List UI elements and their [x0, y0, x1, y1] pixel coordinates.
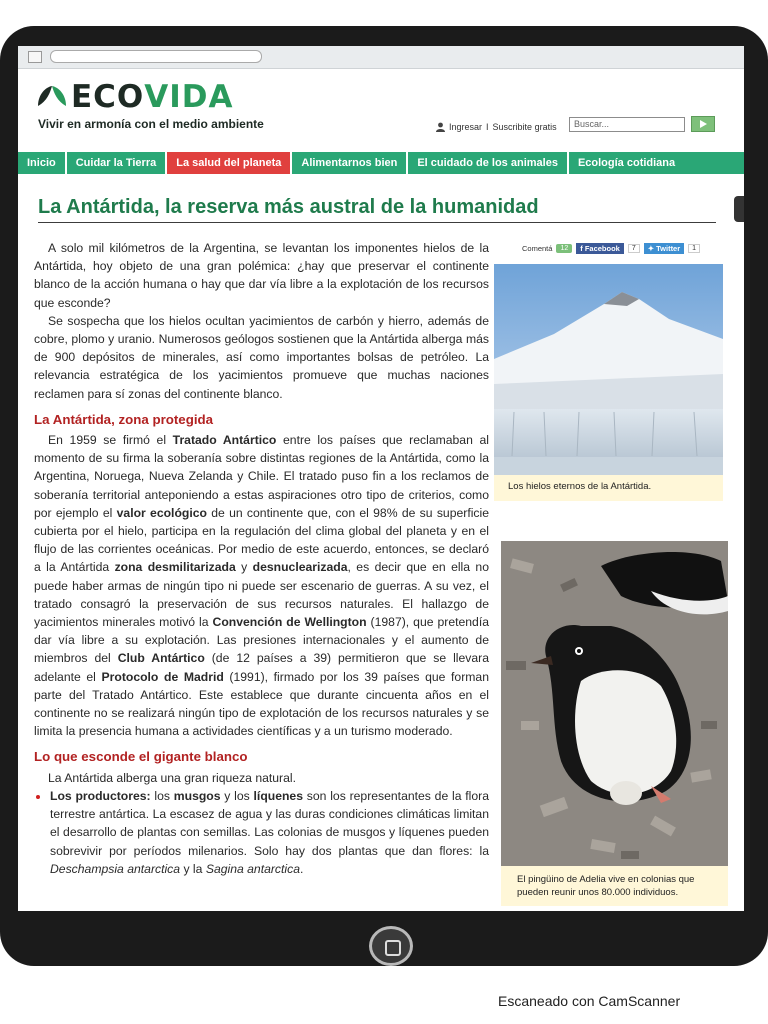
window-icon[interactable] [28, 51, 42, 63]
twitter-bird-icon: ✦ [647, 244, 657, 253]
link-separator: I [486, 122, 489, 132]
scrollbar-handle[interactable] [734, 196, 744, 222]
search-input[interactable]: Buscar... [569, 117, 685, 132]
paragraph: A solo mil kilómetros de la Argentina, se levantan los imponentes hielos de la Antártida, hoy objeto de una gran polémica: ¿hay que preservar el continente blanco de la acción humana o hay que dar vía libre a la explotación de los recursos que esconde? [34, 241, 489, 310]
paragraph: En 1959 se firmó el Tratado Antártico entre los países que reclamaban al momento de su firma la soberanía sobre distintas regiones de la Antártida, como la Argentina, Noruega, Nueva Zelanda y Chile. El tratado puso fin a los reclamos de soberanía territorial anteponiendo a estas aspiraciones otro tipo de criterios, como por ejemplo el valor ecológico de un continente que, con el 98% de su superficie cubierta por el hielo, participa en la regulación del clima global del planeta y en el flujo de las corrientes oceánicas. Por medio de este acuerdo, entonces, se declaró a la Antártida zona desmilitarizada y desnuclearizada, es decir que en ella no puede haber armas de ningún tipo ni puede ser escenario de guerras. A su vez, el tratado consagró la preservación de sus recursos naturales. El hallazgo de yacimientos minerales motivó la Convención de Wellington (1987), que pretendía dar vía libre a su explotación. Las presiones internacionales y el aumento de miembros del Club Antártico (de 12 países a 39) permitieron que se llevara adelante el Protocolo de Madrid (1991), firmado por los 39 países que forman parte del Tratado Antártico. Este establece que durante cincuenta años en el continente no se realizará ningún tipo de explotación de los recursos naturales y se limita la presencia humana a actividades científicas y a un turismo moderado. [34, 433, 489, 739]
antarctic-glacier-photo [494, 264, 723, 475]
nav-item-salud-del-planeta[interactable]: La salud del planeta [167, 152, 292, 174]
main-nav [18, 152, 744, 174]
user-icon [436, 122, 445, 132]
tablet-frame [0, 26, 768, 966]
nav-item-inicio[interactable]: Inicio [18, 152, 67, 174]
leaf-icon [36, 84, 68, 110]
browser-screen [18, 46, 744, 911]
site-tagline: Vivir en armonía con el medio ambiente [38, 117, 264, 131]
photo-caption: El pingüino de Adelia vive en colonias que pueden reunir unos 80.000 individuos. [501, 866, 728, 906]
section-heading: La Antártida, zona protegida [34, 411, 214, 427]
browser-toolbar [18, 46, 744, 69]
title-divider [38, 222, 716, 223]
adelie-penguin-photo [501, 541, 728, 866]
comment-label[interactable]: Comentá [522, 244, 553, 253]
play-arrow-icon [692, 117, 714, 131]
facebook-button[interactable]: f Facebook [576, 243, 624, 254]
site-logo[interactable] [36, 79, 234, 115]
nav-item-cuidado-animales[interactable]: El cuidado de los animales [408, 152, 569, 174]
logo-text-eco: ECO [71, 79, 145, 115]
photo-caption: Los hielos eternos de la Antártida. [494, 475, 723, 501]
list-item: • Los productores: los musgos y los líquenes son los representantes de la flora terrestre antártica. La escasez de agua y las duras condiciones climáticas limitan el desarrollo de plantas con semillas. Las colonias de musgos y líquenes pueden sobrevivir por períodos milenarios. Solo hay dos plantas que dan flores: la Deschampsia antarctica y la Sagina antarctica. [50, 787, 489, 878]
logo-text-vida: VIDA [144, 79, 234, 115]
bullet-list [34, 787, 489, 878]
twitter-count: 1 [688, 244, 700, 253]
nav-item-cuidar-la-tierra[interactable]: Cuidar la Tierra [67, 152, 168, 174]
login-link[interactable]: Ingresar [449, 122, 483, 132]
article-title: La Antártida, la reserva más austral de la humanidad [38, 196, 539, 218]
facebook-icon: f [580, 244, 585, 253]
facebook-count: 7 [628, 244, 640, 253]
twitter-button[interactable]: ✦ Twitter [644, 243, 684, 254]
paragraph: Se sospecha que los hielos ocultan yacimientos de carbón y hierro, además de cobre, plomo y uranio. Numerosos geólogos sostienen que la Antártida alberga más de 900 depósitos de minerales, así como importantes bolsas de petróleo. La relevancia estratégica de los yacimientos promueve que muchas naciones reclamen para sí zonas del continente blanco. [34, 313, 489, 401]
account-links [436, 122, 557, 132]
section-heading: Lo que esconde el gigante blanco [34, 749, 248, 765]
subscribe-link[interactable]: Suscribite gratis [492, 122, 557, 132]
paragraph: La Antártida alberga una gran riqueza natural. [48, 770, 296, 785]
nav-item-alimentarnos-bien[interactable]: Alimentarnos bien [292, 152, 408, 174]
social-bar [522, 243, 700, 254]
address-bar[interactable] [50, 50, 262, 63]
article-body [34, 239, 489, 878]
scanner-watermark: Escaneado con CamScanner [498, 993, 681, 1009]
tablet-home-button[interactable] [369, 926, 413, 966]
nav-item-ecologia-cotidiana[interactable]: Ecología cotidiana [569, 152, 684, 174]
comment-count: 12 [556, 244, 572, 253]
search-button[interactable] [691, 116, 715, 132]
